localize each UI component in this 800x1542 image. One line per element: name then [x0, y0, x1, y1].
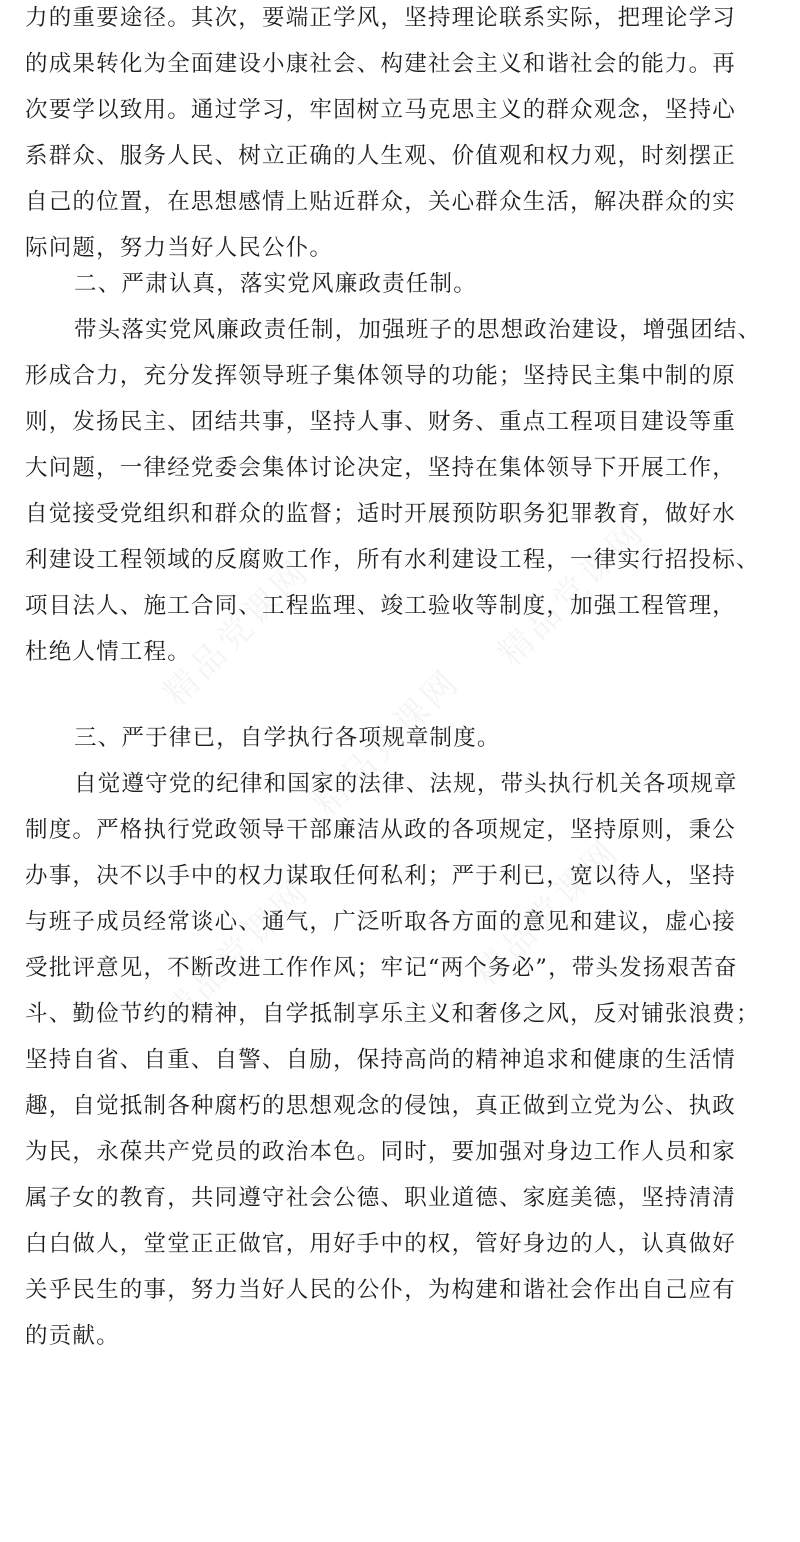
paragraph-line-indented: 自觉遵守党的纪律和国家的法律、法规，带头执行机关各项规章: [74, 771, 738, 797]
paragraph-line: 自觉接受党组织和群众的监督；适时开展预防职务犯罪教育，做好水: [25, 501, 737, 527]
paragraph-line: 杜绝人情工程。: [25, 639, 191, 665]
paragraph-line: 白白做人，堂堂正正做官，用好手中的权，管好身边的人，认真做好: [25, 1231, 737, 1257]
paragraph-line-indented: 二、严肃认真，落实党风廉政责任制。: [74, 271, 477, 297]
paragraph-line: 趣，自觉抵制各种腐朽的思想观念的侵蚀，真正做到立党为公、执政: [25, 1093, 737, 1119]
paragraph-line: 利建设工程领域的反腐败工作，所有水利建设工程，一律实行招投标、: [25, 547, 760, 573]
paragraph-line: 形成合力，充分发挥领导班子集体领导的功能；坚持民主集中制的原: [25, 363, 737, 389]
paragraph-line: 办事，决不以手中的权力谋取任何私利；严于利已，宽以待人，坚持: [25, 863, 737, 889]
paragraph-line: 系群众、服务人民、树立正确的人生观、价值观和权力观，时刻摆正: [25, 143, 737, 169]
paragraph-line: 斗、勤俭节约的精神，自学抵制享乐主义和奢侈之风，反对铺张浪费；: [25, 1001, 760, 1027]
paragraph-line: 受批评意见，不断改进工作作风；牢记“两个务必”，带头发扬艰苦奋: [25, 955, 738, 981]
paragraph-line: 坚持自省、自重、自警、自励，保持高尚的精神追求和健康的生活情: [25, 1047, 737, 1073]
paragraph-line: 制度。严格执行党政领导干部廉洁从政的各项规定，坚持原则，秉公: [25, 817, 737, 843]
paragraph-line: 大问题，一律经党委会集体讨论决定，坚持在集体领导下开展工作，: [25, 455, 737, 481]
paragraph-line: 际问题，努力当好人民公仆。: [25, 235, 334, 261]
paragraph-line: 属子女的教育，共同遵守社会公德、职业道德、家庭美德，坚持清清: [25, 1185, 737, 1211]
paragraph-line: 力的重要途径。其次，要端正学风，坚持理论联系实际，把理论学习: [25, 5, 737, 31]
paragraph-line: 与班子成员经常谈心、通气，广泛听取各方面的意见和建议，虚心接: [25, 909, 737, 935]
paragraph-line: 为民，永葆共产党员的政治本色。同时，要加强对身边工作人员和家: [25, 1139, 737, 1165]
paragraph-line: 次要学以致用。通过学习，牢固树立马克思主义的群众观念，坚持心: [25, 97, 737, 123]
paragraph-line-indented: 带头落实党风廉政责任制，加强班子的思想政治建设，增强团结、: [74, 317, 762, 343]
paragraph-line: 的贡献。: [25, 1323, 120, 1349]
paragraph-line: 则，发扬民主、团结共事，坚持人事、财务、重点工程项目建设等重: [25, 409, 737, 435]
paragraph-line: 关乎民生的事，努力当好人民的公仆，为构建和谐社会作出自己应有: [25, 1277, 737, 1303]
paragraph-line-indented: 三、严于律已，自学执行各项规章制度。: [74, 725, 501, 751]
paragraph-line: 项目法人、施工合同、工程监理、竣工验收等制度，加强工程管理，: [25, 593, 737, 619]
paragraph-line: 自己的位置，在思想感情上贴近群众，关心群众生活，解决群众的实: [25, 189, 737, 215]
paragraph-line: 的成果转化为全面建设小康社会、构建社会主义和谐社会的能力。再: [25, 51, 737, 77]
